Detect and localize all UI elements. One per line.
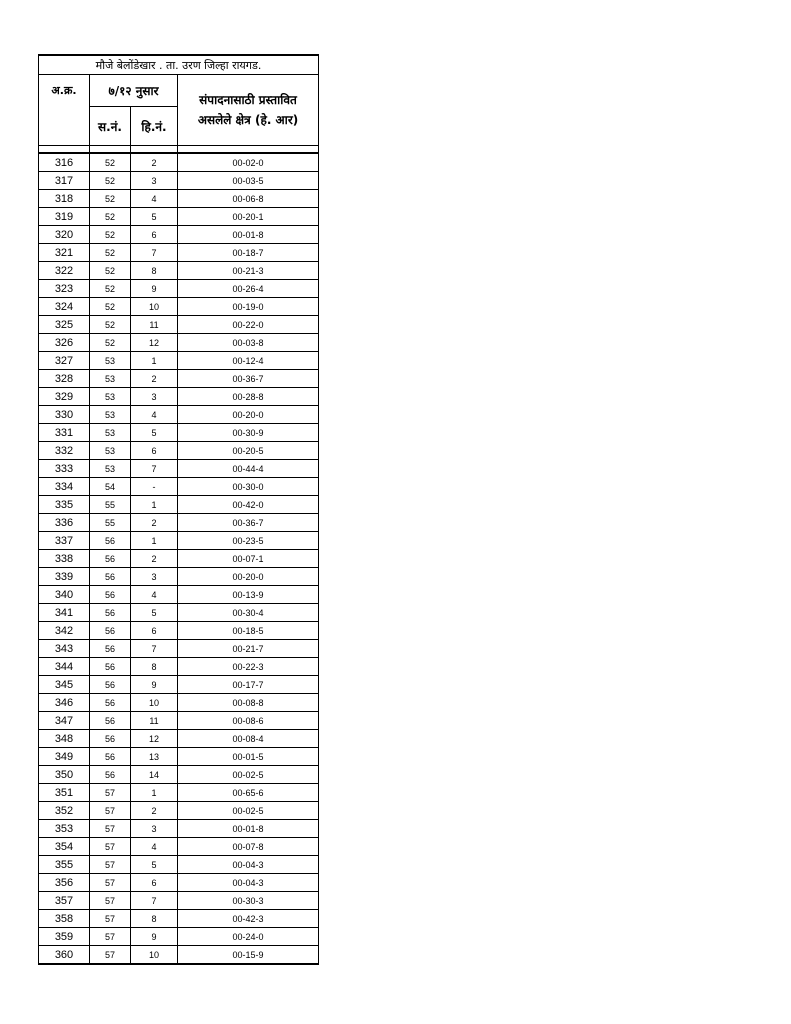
survey-number-cell: 53 bbox=[90, 424, 131, 442]
area-cell: 00-20-0 bbox=[178, 406, 319, 424]
proposed-area-header-line2: असलेले क्षेत्र (हे. आर) bbox=[197, 113, 299, 127]
serial-number-cell: 353 bbox=[39, 820, 90, 838]
survey-number-cell: 53 bbox=[90, 352, 131, 370]
survey-number-cell: 56 bbox=[90, 604, 131, 622]
table-row bbox=[39, 946, 319, 965]
record-group-header: ७/१२ नुसार bbox=[90, 75, 178, 107]
survey-number-cell: 52 bbox=[90, 226, 131, 244]
hissa-number-cell: 1 bbox=[131, 784, 178, 802]
hissa-number-cell: 2 bbox=[131, 370, 178, 388]
hissa-number-cell: 5 bbox=[131, 604, 178, 622]
hissa-number-cell: 7 bbox=[131, 460, 178, 478]
serial-number-cell: 351 bbox=[39, 784, 90, 802]
serial-number-cell: 343 bbox=[39, 640, 90, 658]
table-row bbox=[39, 316, 319, 334]
serial-number-cell: 340 bbox=[39, 586, 90, 604]
land-record-sheet bbox=[38, 54, 318, 965]
hissa-number-cell: 6 bbox=[131, 442, 178, 460]
serial-number-cell: 320 bbox=[39, 226, 90, 244]
area-cell: 00-23-5 bbox=[178, 532, 319, 550]
survey-number-cell: 57 bbox=[90, 910, 131, 928]
serial-number-cell: 318 bbox=[39, 190, 90, 208]
serial-number-cell: 338 bbox=[39, 550, 90, 568]
survey-number-cell: 56 bbox=[90, 712, 131, 730]
hissa-number-cell: 6 bbox=[131, 622, 178, 640]
area-cell: 00-30-3 bbox=[178, 892, 319, 910]
survey-number-header: स.नं. bbox=[90, 107, 131, 146]
survey-number-cell: 55 bbox=[90, 514, 131, 532]
table-row bbox=[39, 604, 319, 622]
table-row bbox=[39, 280, 319, 298]
survey-number-cell: 56 bbox=[90, 550, 131, 568]
hissa-number-cell: 1 bbox=[131, 532, 178, 550]
hissa-number-cell: 10 bbox=[131, 694, 178, 712]
serial-number-cell: 326 bbox=[39, 334, 90, 352]
survey-number-cell: 54 bbox=[90, 478, 131, 496]
hissa-number-cell: 9 bbox=[131, 928, 178, 946]
area-cell: 00-18-7 bbox=[178, 244, 319, 262]
survey-number-cell: 52 bbox=[90, 298, 131, 316]
table-row bbox=[39, 640, 319, 658]
table-row bbox=[39, 622, 319, 640]
area-cell: 00-03-8 bbox=[178, 334, 319, 352]
survey-number-cell: 57 bbox=[90, 892, 131, 910]
hissa-number-cell: 2 bbox=[131, 802, 178, 820]
hissa-number-cell: 8 bbox=[131, 910, 178, 928]
table-row bbox=[39, 334, 319, 352]
table-row bbox=[39, 352, 319, 370]
survey-number-cell: 52 bbox=[90, 280, 131, 298]
hissa-number-cell: 3 bbox=[131, 820, 178, 838]
area-cell: 00-08-8 bbox=[178, 694, 319, 712]
survey-number-cell: 52 bbox=[90, 153, 131, 172]
survey-number-cell: 53 bbox=[90, 370, 131, 388]
table-row bbox=[39, 568, 319, 586]
hissa-number-cell: 7 bbox=[131, 640, 178, 658]
table-row bbox=[39, 514, 319, 532]
area-cell: 00-04-3 bbox=[178, 856, 319, 874]
survey-number-cell: 55 bbox=[90, 496, 131, 514]
survey-number-cell: 57 bbox=[90, 946, 131, 965]
area-cell: 00-17-7 bbox=[178, 676, 319, 694]
hissa-number-header: हि.नं. bbox=[131, 107, 178, 146]
table-row bbox=[39, 370, 319, 388]
area-cell: 00-15-9 bbox=[178, 946, 319, 965]
header-spacer-row bbox=[39, 146, 319, 154]
area-cell: 00-08-4 bbox=[178, 730, 319, 748]
area-cell: 00-20-1 bbox=[178, 208, 319, 226]
serial-number-cell: 352 bbox=[39, 802, 90, 820]
area-cell: 00-13-9 bbox=[178, 586, 319, 604]
table-row bbox=[39, 928, 319, 946]
hissa-number-cell: 2 bbox=[131, 550, 178, 568]
area-cell: 00-42-3 bbox=[178, 910, 319, 928]
serial-number-cell: 337 bbox=[39, 532, 90, 550]
area-cell: 00-22-3 bbox=[178, 658, 319, 676]
table-row bbox=[39, 586, 319, 604]
area-cell: 00-12-4 bbox=[178, 352, 319, 370]
survey-number-cell: 56 bbox=[90, 766, 131, 784]
survey-number-cell: 53 bbox=[90, 442, 131, 460]
table-header bbox=[39, 55, 319, 153]
table-row bbox=[39, 442, 319, 460]
table-row bbox=[39, 244, 319, 262]
hissa-number-cell: 11 bbox=[131, 712, 178, 730]
serial-number-cell: 344 bbox=[39, 658, 90, 676]
serial-number-cell: 316 bbox=[39, 153, 90, 172]
survey-number-cell: 52 bbox=[90, 172, 131, 190]
survey-number-cell: 56 bbox=[90, 640, 131, 658]
serial-number-cell: 357 bbox=[39, 892, 90, 910]
serial-number-cell: 360 bbox=[39, 946, 90, 965]
survey-number-cell: 56 bbox=[90, 730, 131, 748]
area-cell: 00-36-7 bbox=[178, 514, 319, 532]
hissa-number-cell: 3 bbox=[131, 568, 178, 586]
serial-number-cell: 354 bbox=[39, 838, 90, 856]
table-row bbox=[39, 712, 319, 730]
hissa-number-cell: 14 bbox=[131, 766, 178, 784]
hissa-number-cell: 1 bbox=[131, 496, 178, 514]
area-cell: 00-30-4 bbox=[178, 604, 319, 622]
table-row bbox=[39, 460, 319, 478]
area-cell: 00-20-5 bbox=[178, 442, 319, 460]
table-row bbox=[39, 658, 319, 676]
hissa-number-cell: 9 bbox=[131, 280, 178, 298]
survey-number-cell: 56 bbox=[90, 568, 131, 586]
survey-number-cell: 52 bbox=[90, 334, 131, 352]
serial-number-cell: 339 bbox=[39, 568, 90, 586]
survey-number-cell: 56 bbox=[90, 622, 131, 640]
area-cell: 00-02-5 bbox=[178, 802, 319, 820]
serial-number-cell: 336 bbox=[39, 514, 90, 532]
survey-number-cell: 57 bbox=[90, 802, 131, 820]
hissa-number-cell: 3 bbox=[131, 172, 178, 190]
serial-number-cell: 317 bbox=[39, 172, 90, 190]
area-cell: 00-19-0 bbox=[178, 298, 319, 316]
table-row bbox=[39, 478, 319, 496]
table-row bbox=[39, 820, 319, 838]
survey-number-cell: 52 bbox=[90, 316, 131, 334]
hissa-number-cell: 5 bbox=[131, 856, 178, 874]
serial-number-header: अ.क्र. bbox=[39, 75, 90, 146]
survey-number-cell: 53 bbox=[90, 460, 131, 478]
serial-number-cell: 319 bbox=[39, 208, 90, 226]
hissa-number-cell: 4 bbox=[131, 586, 178, 604]
table-row bbox=[39, 424, 319, 442]
area-cell: 00-30-0 bbox=[178, 478, 319, 496]
area-cell: 00-06-8 bbox=[178, 190, 319, 208]
table-row bbox=[39, 856, 319, 874]
hissa-number-cell: 7 bbox=[131, 892, 178, 910]
area-cell: 00-01-8 bbox=[178, 226, 319, 244]
hissa-number-cell: 3 bbox=[131, 388, 178, 406]
survey-number-cell: 52 bbox=[90, 262, 131, 280]
table-row bbox=[39, 298, 319, 316]
survey-number-cell: 57 bbox=[90, 820, 131, 838]
survey-number-cell: 56 bbox=[90, 586, 131, 604]
survey-number-cell: 57 bbox=[90, 784, 131, 802]
hissa-number-cell: 8 bbox=[131, 658, 178, 676]
table-row bbox=[39, 892, 319, 910]
serial-number-cell: 358 bbox=[39, 910, 90, 928]
hissa-number-cell: 10 bbox=[131, 298, 178, 316]
survey-number-cell: 57 bbox=[90, 838, 131, 856]
serial-number-cell: 335 bbox=[39, 496, 90, 514]
serial-number-cell: 322 bbox=[39, 262, 90, 280]
area-cell: 00-20-0 bbox=[178, 568, 319, 586]
serial-number-cell: 347 bbox=[39, 712, 90, 730]
serial-number-cell: 350 bbox=[39, 766, 90, 784]
area-cell: 00-03-5 bbox=[178, 172, 319, 190]
hissa-number-cell: 2 bbox=[131, 153, 178, 172]
survey-number-cell: 52 bbox=[90, 190, 131, 208]
survey-number-cell: 53 bbox=[90, 406, 131, 424]
area-cell: 00-44-4 bbox=[178, 460, 319, 478]
table-row bbox=[39, 388, 319, 406]
serial-number-cell: 356 bbox=[39, 874, 90, 892]
area-cell: 00-28-8 bbox=[178, 388, 319, 406]
area-cell: 00-30-9 bbox=[178, 424, 319, 442]
survey-number-cell: 57 bbox=[90, 928, 131, 946]
table-row bbox=[39, 676, 319, 694]
serial-number-cell: 359 bbox=[39, 928, 90, 946]
proposed-area-header-line1: संपादनासाठी प्रस्तावित bbox=[199, 93, 297, 107]
table-row bbox=[39, 910, 319, 928]
area-cell: 00-18-5 bbox=[178, 622, 319, 640]
table-row bbox=[39, 730, 319, 748]
hissa-number-cell: 12 bbox=[131, 334, 178, 352]
table-row bbox=[39, 406, 319, 424]
table-row bbox=[39, 226, 319, 244]
serial-number-cell: 321 bbox=[39, 244, 90, 262]
area-cell: 00-08-6 bbox=[178, 712, 319, 730]
hissa-number-cell: 10 bbox=[131, 946, 178, 965]
table-row bbox=[39, 190, 319, 208]
serial-number-cell: 323 bbox=[39, 280, 90, 298]
table-row bbox=[39, 874, 319, 892]
hissa-number-cell: 6 bbox=[131, 874, 178, 892]
area-cell: 00-01-8 bbox=[178, 820, 319, 838]
table-row bbox=[39, 153, 319, 172]
serial-number-cell: 334 bbox=[39, 478, 90, 496]
table-row bbox=[39, 802, 319, 820]
hissa-number-cell: 8 bbox=[131, 262, 178, 280]
survey-number-cell: 56 bbox=[90, 694, 131, 712]
serial-number-cell: 346 bbox=[39, 694, 90, 712]
table-row bbox=[39, 784, 319, 802]
serial-number-cell: 332 bbox=[39, 442, 90, 460]
serial-number-cell: 355 bbox=[39, 856, 90, 874]
serial-number-cell: 329 bbox=[39, 388, 90, 406]
serial-number-cell: 331 bbox=[39, 424, 90, 442]
hissa-number-cell: 5 bbox=[131, 424, 178, 442]
area-cell: 00-26-4 bbox=[178, 280, 319, 298]
table-row bbox=[39, 532, 319, 550]
serial-number-cell: 327 bbox=[39, 352, 90, 370]
serial-number-cell: 349 bbox=[39, 748, 90, 766]
serial-number-cell: 333 bbox=[39, 460, 90, 478]
serial-number-cell: 325 bbox=[39, 316, 90, 334]
serial-number-cell: 341 bbox=[39, 604, 90, 622]
table-row bbox=[39, 748, 319, 766]
hissa-number-cell: 1 bbox=[131, 352, 178, 370]
serial-number-cell: 345 bbox=[39, 676, 90, 694]
serial-number-cell: 348 bbox=[39, 730, 90, 748]
hissa-number-cell: 12 bbox=[131, 730, 178, 748]
table-row bbox=[39, 172, 319, 190]
table-row bbox=[39, 496, 319, 514]
hissa-number-cell: 13 bbox=[131, 748, 178, 766]
area-cell: 00-36-7 bbox=[178, 370, 319, 388]
serial-number-cell: 328 bbox=[39, 370, 90, 388]
hissa-number-cell: 5 bbox=[131, 208, 178, 226]
proposed-area-header bbox=[178, 75, 319, 146]
table-row bbox=[39, 550, 319, 568]
area-cell: 00-04-3 bbox=[178, 874, 319, 892]
hissa-number-cell: 4 bbox=[131, 190, 178, 208]
area-cell: 00-42-0 bbox=[178, 496, 319, 514]
area-cell: 00-01-5 bbox=[178, 748, 319, 766]
survey-number-cell: 52 bbox=[90, 244, 131, 262]
survey-number-cell: 57 bbox=[90, 856, 131, 874]
hissa-number-cell: 6 bbox=[131, 226, 178, 244]
serial-number-cell: 324 bbox=[39, 298, 90, 316]
area-cell: 00-02-5 bbox=[178, 766, 319, 784]
hissa-number-cell: 7 bbox=[131, 244, 178, 262]
area-cell: 00-02-0 bbox=[178, 153, 319, 172]
hissa-number-cell: - bbox=[131, 478, 178, 496]
hissa-number-cell: 4 bbox=[131, 838, 178, 856]
survey-number-cell: 52 bbox=[90, 208, 131, 226]
table-row bbox=[39, 766, 319, 784]
survey-number-cell: 56 bbox=[90, 748, 131, 766]
survey-number-cell: 56 bbox=[90, 658, 131, 676]
table-row bbox=[39, 262, 319, 280]
land-acquisition-table bbox=[38, 54, 319, 965]
area-cell: 00-24-0 bbox=[178, 928, 319, 946]
survey-number-cell: 53 bbox=[90, 388, 131, 406]
hissa-number-cell: 9 bbox=[131, 676, 178, 694]
area-cell: 00-21-7 bbox=[178, 640, 319, 658]
table-body bbox=[39, 153, 319, 964]
serial-number-cell: 330 bbox=[39, 406, 90, 424]
survey-number-cell: 56 bbox=[90, 676, 131, 694]
area-cell: 00-07-8 bbox=[178, 838, 319, 856]
area-cell: 00-22-0 bbox=[178, 316, 319, 334]
table-row bbox=[39, 694, 319, 712]
area-cell: 00-65-6 bbox=[178, 784, 319, 802]
table-row bbox=[39, 208, 319, 226]
hissa-number-cell: 2 bbox=[131, 514, 178, 532]
document-title: मौजे बेलोंडेखार . ता. उरण जिल्हा रायगड. bbox=[39, 55, 319, 75]
survey-number-cell: 56 bbox=[90, 532, 131, 550]
serial-number-cell: 342 bbox=[39, 622, 90, 640]
area-cell: 00-07-1 bbox=[178, 550, 319, 568]
survey-number-cell: 57 bbox=[90, 874, 131, 892]
table-row bbox=[39, 838, 319, 856]
hissa-number-cell: 11 bbox=[131, 316, 178, 334]
hissa-number-cell: 4 bbox=[131, 406, 178, 424]
area-cell: 00-21-3 bbox=[178, 262, 319, 280]
